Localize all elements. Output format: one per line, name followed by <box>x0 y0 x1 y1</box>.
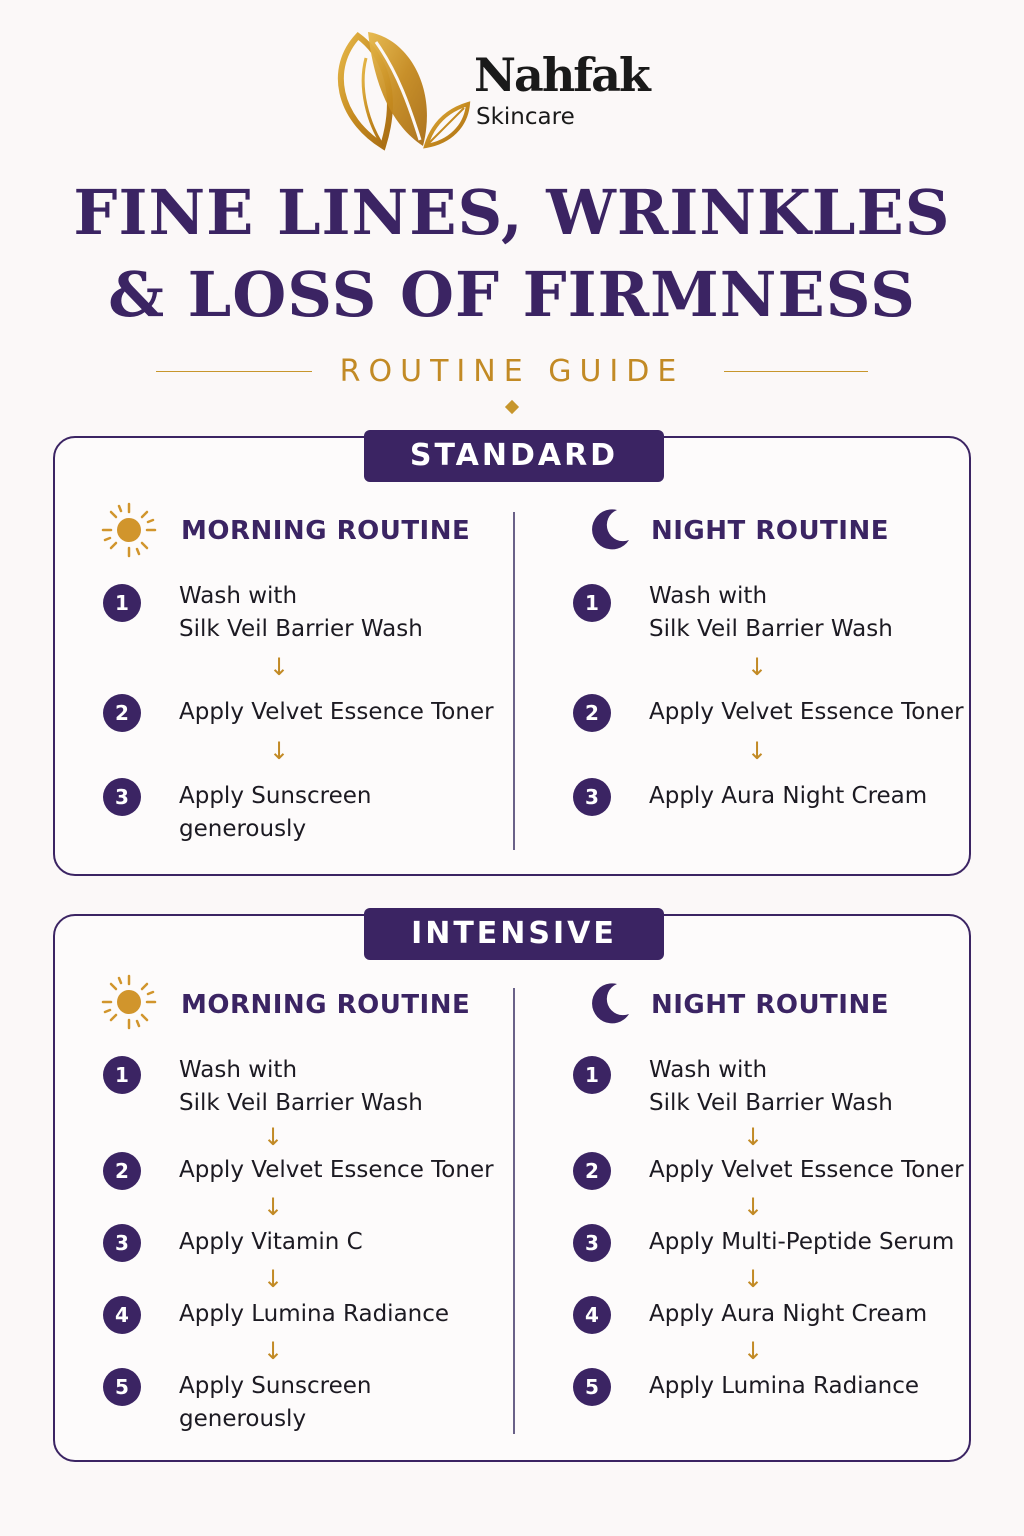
step-number: 1 <box>573 584 611 622</box>
subtitle: ROUTINE GUIDE <box>339 354 685 389</box>
intensive-night-column <box>525 916 965 1460</box>
step-line: Apply Aura Night Cream <box>649 1301 928 1327</box>
step-text <box>649 1154 969 1187</box>
sun-icon <box>99 972 159 1032</box>
step-text <box>179 580 499 646</box>
step-text <box>649 1054 969 1120</box>
morning-routine-heading: MORNING ROUTINE <box>181 516 471 546</box>
step-text <box>649 780 969 813</box>
standard-routine-card <box>53 436 971 876</box>
down-arrow-icon: ↓ <box>268 737 290 765</box>
night-routine-heading: NIGHT ROUTINE <box>651 516 889 546</box>
step-text <box>649 1298 969 1331</box>
down-arrow-icon: ↓ <box>262 1337 284 1365</box>
sun-icon <box>99 500 159 560</box>
step-number: 1 <box>573 1056 611 1094</box>
intensive-routine-card <box>53 914 971 1462</box>
step-line: Apply Velvet Essence Toner <box>649 1157 964 1183</box>
step-text <box>649 1370 969 1403</box>
diamond-ornament <box>505 400 519 414</box>
morning-routine-heading: MORNING ROUTINE <box>181 990 471 1020</box>
step-line: Apply Lumina Radiance <box>179 1301 450 1327</box>
step-number: 3 <box>573 1224 611 1262</box>
step-line: Wash with <box>179 1057 298 1083</box>
down-arrow-icon: ↓ <box>742 1337 764 1365</box>
column-divider <box>513 988 515 1434</box>
step-line: Silk Veil Barrier Wash <box>649 616 893 642</box>
step-line: Silk Veil Barrier Wash <box>179 1090 423 1116</box>
brand-subtitle: Skincare <box>476 104 575 130</box>
step-line: Apply Lumina Radiance <box>649 1373 920 1399</box>
golden-leaf-logo-icon <box>328 28 478 158</box>
step-line: generously <box>179 816 307 842</box>
step-text <box>649 696 969 729</box>
subtitle-row <box>0 352 1024 392</box>
step-text <box>179 1370 499 1436</box>
step-line: Wash with <box>179 583 298 609</box>
step-number: 5 <box>103 1368 141 1406</box>
step-number: 4 <box>573 1296 611 1334</box>
intensive-morning-column <box>55 916 495 1460</box>
step-line: Apply Multi-Peptide Serum <box>649 1229 955 1255</box>
step-text <box>649 1226 969 1259</box>
standard-morning-column <box>55 438 495 874</box>
standard-night-column <box>525 438 965 874</box>
down-arrow-icon: ↓ <box>746 653 768 681</box>
step-number: 4 <box>103 1296 141 1334</box>
brand-logo <box>328 28 708 158</box>
step-number: 3 <box>573 778 611 816</box>
step-number: 1 <box>103 1056 141 1094</box>
down-arrow-icon: ↓ <box>268 653 290 681</box>
step-line: Silk Veil Barrier Wash <box>649 1090 893 1116</box>
step-text <box>179 1298 499 1331</box>
step-number: 2 <box>103 1152 141 1190</box>
page-title-line-1: FINE LINES, WRINKLES <box>73 176 951 249</box>
step-line: Wash with <box>649 583 768 609</box>
step-text <box>179 696 499 729</box>
step-line: Apply Sunscreen <box>179 783 372 809</box>
subtitle-rule-right <box>724 371 868 372</box>
standard-badge: STANDARD <box>364 430 664 482</box>
down-arrow-icon: ↓ <box>746 737 768 765</box>
step-line: Apply Velvet Essence Toner <box>179 1157 494 1183</box>
step-text <box>179 1226 499 1259</box>
step-number: 1 <box>103 584 141 622</box>
night-routine-heading: NIGHT ROUTINE <box>651 990 889 1020</box>
down-arrow-icon: ↓ <box>262 1123 284 1151</box>
step-line: Apply Vitamin C <box>179 1229 363 1255</box>
column-divider <box>513 512 515 850</box>
step-line: Apply Velvet Essence Toner <box>179 699 494 725</box>
step-number: 3 <box>103 778 141 816</box>
step-line: Wash with <box>649 1057 768 1083</box>
step-text <box>179 780 499 846</box>
step-number: 5 <box>573 1368 611 1406</box>
step-number: 3 <box>103 1224 141 1262</box>
step-line: generously <box>179 1406 307 1432</box>
down-arrow-icon: ↓ <box>262 1193 284 1221</box>
moon-icon <box>585 504 635 554</box>
page-title-line-2: & LOSS OF FIRMNESS <box>108 258 916 331</box>
intensive-badge: INTENSIVE <box>364 908 664 960</box>
down-arrow-icon: ↓ <box>742 1265 764 1293</box>
step-number: 2 <box>573 1152 611 1190</box>
step-text <box>649 580 969 646</box>
step-line: Apply Sunscreen <box>179 1373 372 1399</box>
step-number: 2 <box>103 694 141 732</box>
page-title <box>0 172 1024 336</box>
down-arrow-icon: ↓ <box>262 1265 284 1293</box>
brand-name: Nahfak <box>474 48 649 102</box>
step-line: Apply Velvet Essence Toner <box>649 699 964 725</box>
step-line: Apply Aura Night Cream <box>649 783 928 809</box>
step-line: Silk Veil Barrier Wash <box>179 616 423 642</box>
step-text <box>179 1154 499 1187</box>
down-arrow-icon: ↓ <box>742 1123 764 1151</box>
moon-icon <box>585 978 635 1028</box>
step-number: 2 <box>573 694 611 732</box>
down-arrow-icon: ↓ <box>742 1193 764 1221</box>
step-text <box>179 1054 499 1120</box>
